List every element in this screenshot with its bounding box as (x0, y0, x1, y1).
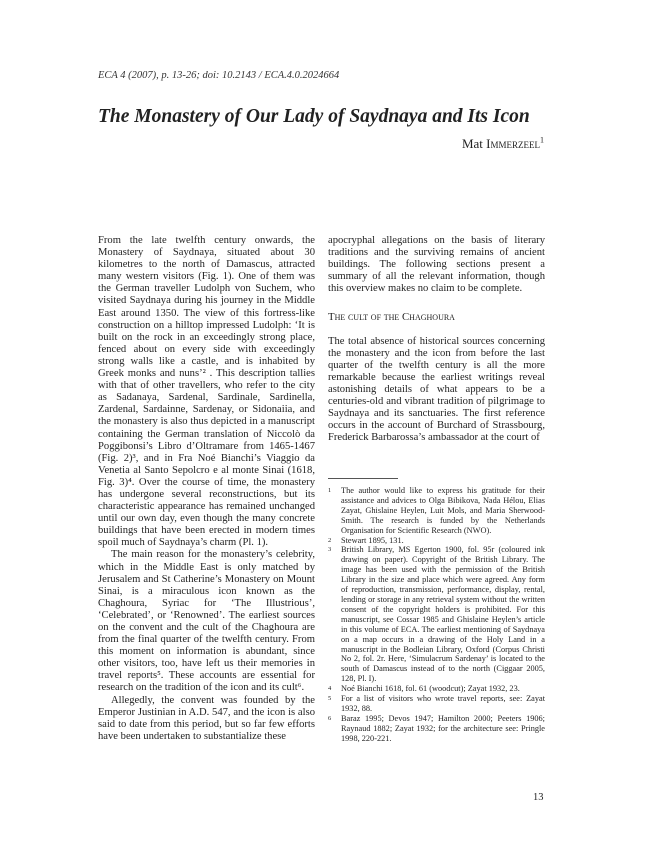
author-first-name: Mat (461, 136, 483, 151)
paragraph-3: Allegedly, the convent was founded by the Emperor Justinian in A.D. 547, and the icon is also said to date from this period, but so far few efforts have been undertaken to substantialize these (98, 694, 315, 742)
section-heading: The cult of the Chaghoura (328, 311, 455, 324)
paragraph-1: From the late twelfth century onwards, the Monastery of Saydnaya, situated about 30 kilometres to the north of Damascus, attracted many western visitors (Fig. 1). One of them was the German traveller Ludolph von Suchem, who visited Saydnaya during his journey in the Middle East around 1350. The view of this fortress-like construction on a hilltop impressed Ludolph: ‘It is built on the rock in an exceedingly strong place, fenced about on every side with exceedingly strong walls like a castle, and is inhabited by Greek monks and nuns’² . This description tallies with that of other travellers, who refer to the city as Sadanaya, Sardenal, Sardinale, Sardinella, Zardenal, Sardainne, Sardenay, or Sidonaiia, and the monastery is also thus depicted in a manuscript containing the German translation of Niccolò da Poggibonsi’s Libro d’Oltramare from 1465-1467 (Fig. 2)³, and in Fra Noé Bianchi’s Viaggio da Venetia al Santo Sepolcro e al monte Sinai (1618, Fig. 3)⁴. Over the course of time, the monastery has undergone several reconstructions, but its characteristic appearance has remained unchanged until our own day, even though the many concrete buildings that have been erected in modern times spoil much of Saydnaya’s charm (Pl. 1). (98, 235, 315, 549)
footnote-number: 5 (328, 695, 332, 703)
paragraph-4: apocryphal allegations on the basis of literary traditions and the surviving remains of ancient buildings. The following sections present a summary of all the relevant information, though this overview makes no claim to be complete. (328, 235, 545, 295)
footnote-number: 2 (328, 536, 332, 544)
footnote-text: For a list of visitors who wrote travel reports, see: Zayat 1932, 88. (341, 694, 545, 713)
footnotes (328, 486, 545, 744)
footnote-4 (328, 684, 545, 694)
paragraph-5: The total absence of historical sources concerning the monastery and the icon from before the last quarter of the twelfth century is all the more remarkable because the earliest writings reveal astonishing details of what appears to be a centuries-old and vibrant tradition of pilgrimage to Saydnaya and its sanctuaries. The first reference occurs in the account of Burchard of Strassbourg, Frederick Barbarossa’s ambassador at the court of (328, 335, 545, 444)
author-last-name: Immerzeel (486, 136, 540, 151)
footnote-1 (328, 486, 545, 536)
footnote-2 (328, 536, 545, 546)
footnote-3 (328, 545, 545, 684)
footnote-5 (328, 694, 545, 714)
footnote-number: 1 (328, 487, 332, 494)
page-number: 13 (533, 792, 544, 803)
footnote-6 (328, 714, 545, 744)
article-title: The Monastery of Our Lady of Saydnaya and Its Icon (98, 106, 530, 127)
footnote-text: British Library, MS Egerton 1900, fol. 95r (coloured ink drawing on paper). Copyright of the British Library. The image has been used with the permission of the British Library in the size and place which were agreed. Any form of reproduction, transmission, performance, display, rental, lending or storage in any retrieval system without the written consent of the copyright holders is prohibited. For this manuscript, see Cossar 1985 and Ghislaine Heylen’s article in this volume of ECA. The earliest mentioning of Saydnaya on a map occurs in a drawing of the Holy Land in a manuscript in the Bodleian Library, Oxford (Corpus Christi No 2, fol. 2r. Here, ‘Simulacrum Sardenay’ is located to the south of Damascus instead of to the north (Ciggaar 2005, 128, Pl. I). (341, 545, 545, 684)
author-line (462, 136, 544, 152)
footnote-text: Baraz 1995; Devos 1947; Hamilton 2000; Peeters 1906; Raynaud 1882; Zayat 1932; for the architecture see: Pringle 1998, 220-221. (341, 713, 545, 743)
footnote-text: Stewart 1895, 131. (341, 535, 404, 545)
footnote-number: 4 (328, 685, 332, 693)
footnote-text: The author would like to express his gratitude for their assistance and advices to Olga Bibikova, Nada Hélou, Elias Zayat, Ghislaine Heylen, Luit Mols, and Maria Sherwood-Smith. The research is funded by the Netherlands Organisation for Scientific Research (NWO). (341, 486, 545, 535)
right-column (328, 235, 545, 444)
footnote-rule (328, 478, 398, 479)
footnote-text: Noé Bianchi 1618, fol. 61 (woodcut); Zayat 1932, 23. (341, 684, 520, 694)
footnote-number: 6 (328, 714, 332, 722)
left-column (98, 235, 315, 743)
paragraph-2: The main reason for the monastery’s celebrity, which in the Middle East is only matched by Jerusalem and St Catherine’s Monastery on Mount Sinai, is a miraculous icon known as the Chaghoura, Syriac for ‘The Illustrious’, ‘Celebrated’, or ‘Renowned’. The earliest sources on the convent and the cult of the Chaghoura are from the final quarter of the twelfth century. From this moment on information is abundant, since other visitors, too, have left us their memories in travel reports⁵. These accounts are essential for research on the tradition of the icon and its cult⁶. (98, 549, 315, 694)
footnote-number: 3 (328, 546, 332, 554)
running-head: ECA 4 (2007), p. 13-26; doi: 10.2143 / ECA.4.0.2024664 (98, 70, 340, 81)
author-footnote-marker: 1 (540, 135, 544, 145)
